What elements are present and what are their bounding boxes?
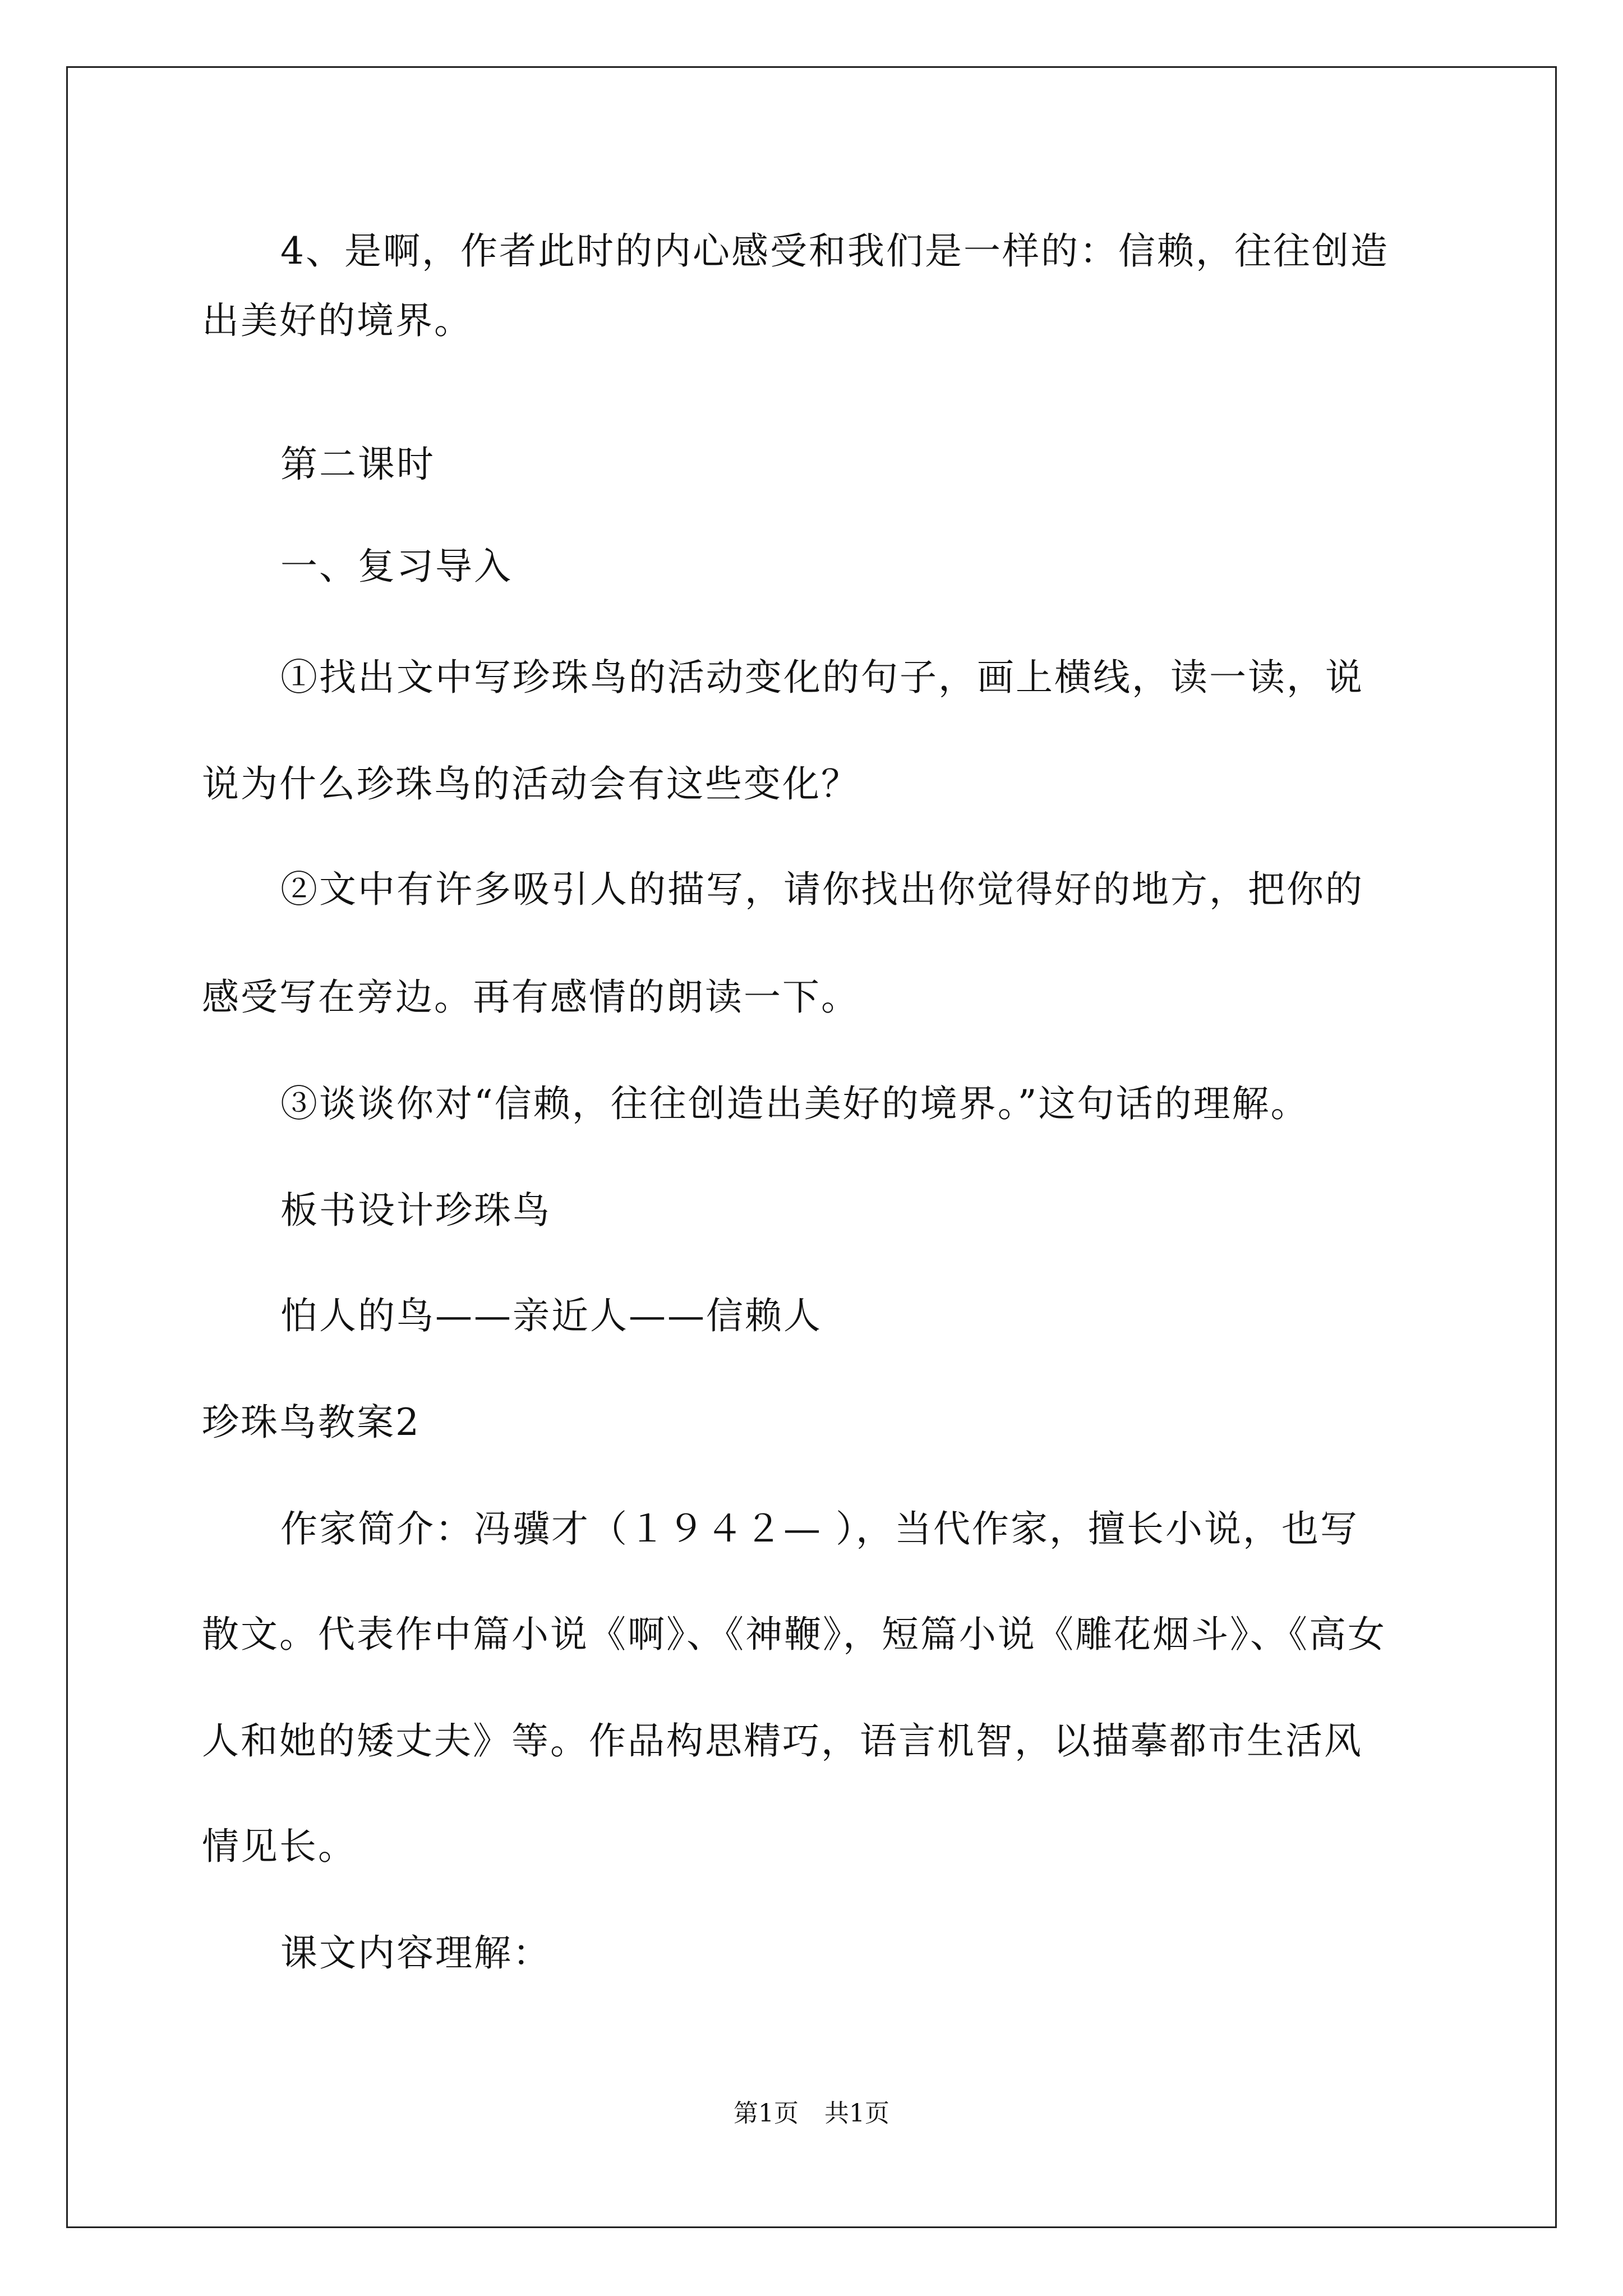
paragraph-line: 板书设计珍珠鸟 [280,1189,551,1232]
page-border [66,66,1557,2228]
paragraph-line: 感受写在旁边。再有感情的朗读一下。 [202,976,860,1019]
page-footer [0,2098,1623,2129]
paragraph-line: ②文中有许多吸引人的描写，请你找出你觉得好的地方，把你的 [280,868,1364,911]
paragraph-line: 作家简介：冯骥才（１９４２— ），当代作家，擅长小说，也写 [280,1507,1359,1550]
page-number: 第1页 [734,2099,799,2128]
paragraph-line: 散文。代表作中篇小说《啊》、《神鞭》，短篇小说《雕花烟斗》、《高女 [202,1613,1386,1656]
paragraph-line: 出美好的境界。 [202,299,473,342]
page-total: 共1页 [824,2099,889,2128]
document-title: 珍珠鸟教案2 [202,1401,421,1444]
section-heading: 一、复习导入 [280,545,513,588]
paragraph-line: ③谈谈你对“信赖，往往创造出美好的境界。”这句话的理解。 [280,1082,1310,1125]
paragraph-line: ①找出文中写珍珠鸟的活动变化的句子，画上横线，读一读，说 [280,656,1364,699]
section-heading: 课文内容理解： [280,1931,551,1975]
paragraph-line: 说为什么珍珠鸟的活动会有这些变化？ [202,762,860,806]
paragraph-line: 人和她的矮丈夫》等。作品构思精巧，语言机智，以描摹都市生活风 [202,1719,1363,1763]
paragraph-line: 情见长。 [202,1825,357,1868]
paragraph-line: 4、是啊，作者此时的内心感受和我们是一样的：信赖，往往创造 [280,229,1389,273]
paragraph-line: 怕人的鸟——亲近人——信赖人 [280,1294,822,1337]
section-heading: 第二课时 [280,443,435,486]
